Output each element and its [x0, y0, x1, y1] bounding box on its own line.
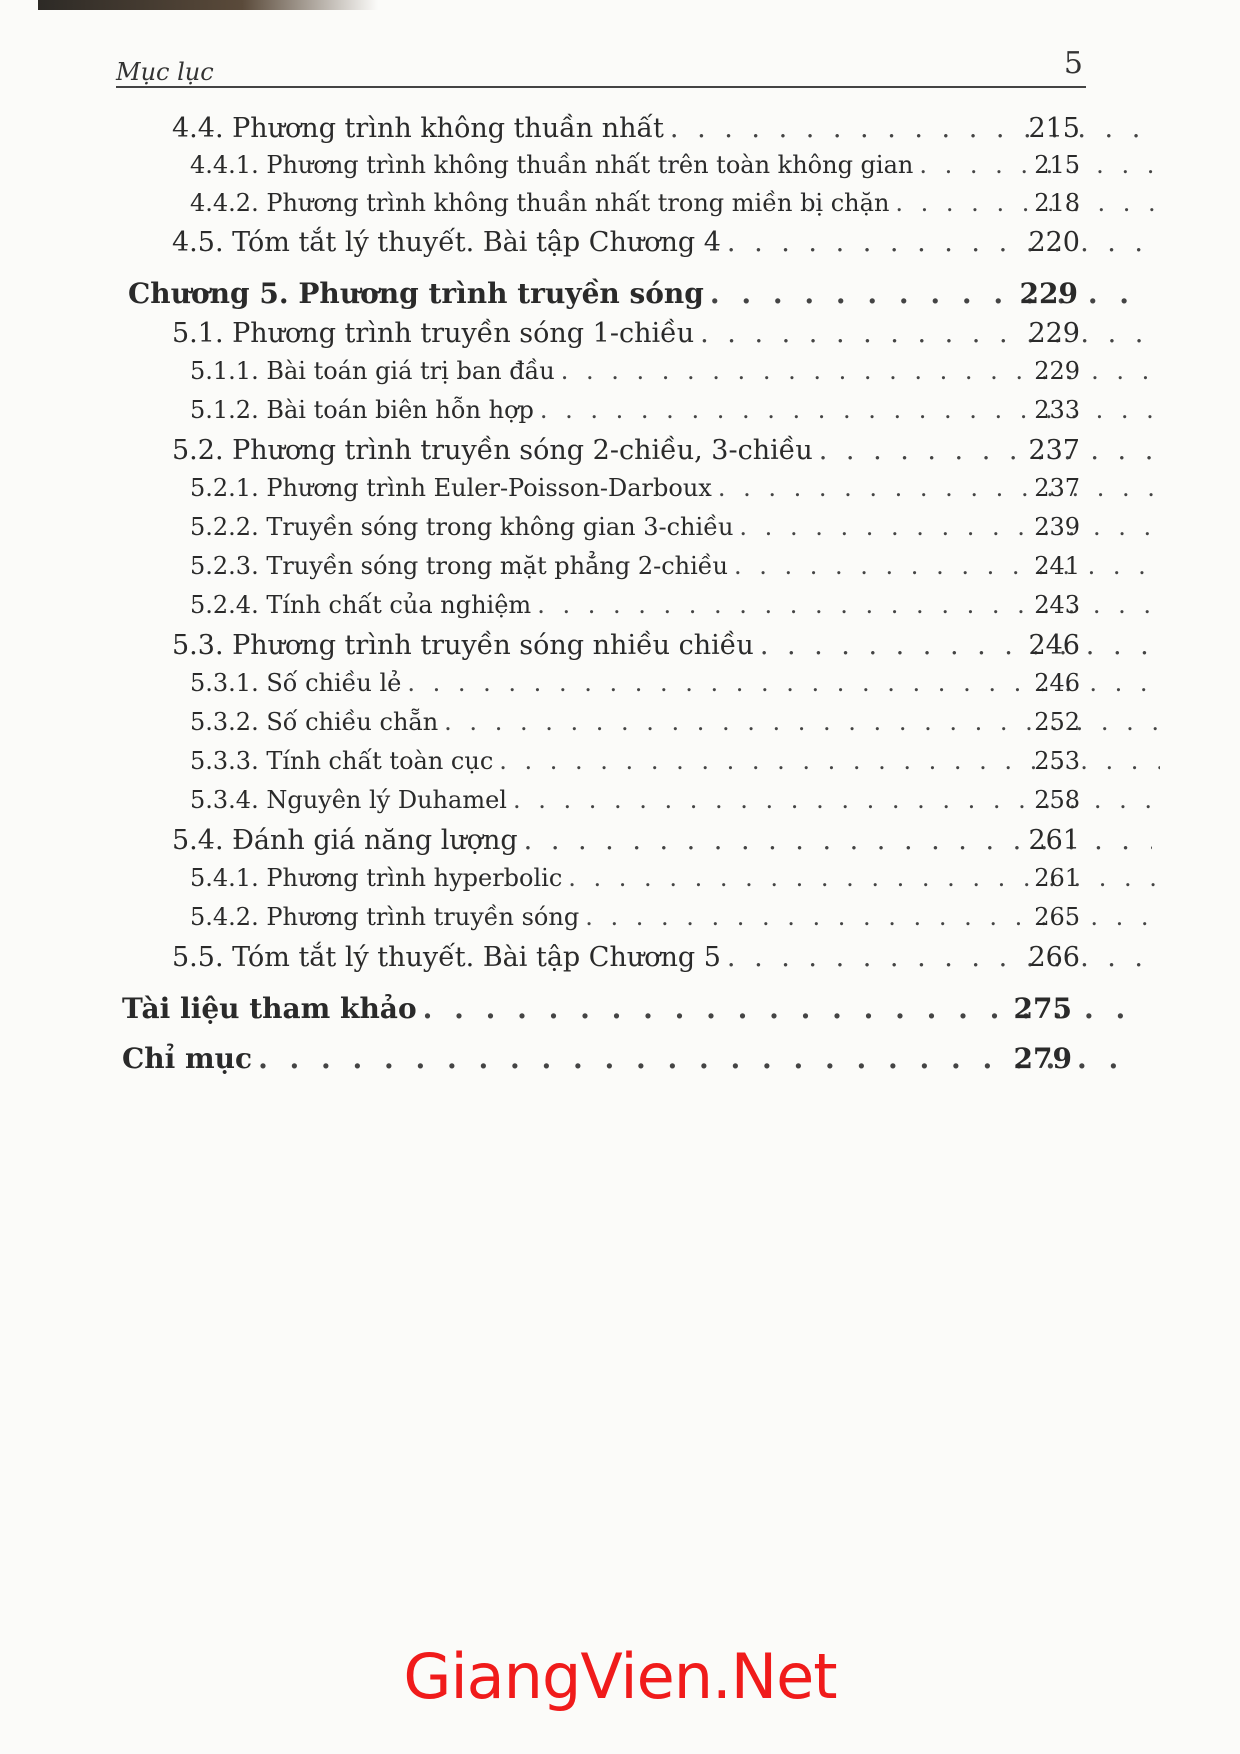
toc-entry-title: 5.5. Tóm tắt lý thuyết. Bài tập Chương 5: [172, 942, 721, 973]
toc-entry-page: 261: [1028, 825, 1080, 856]
dot-leader: [710, 277, 1144, 310]
toc-entry-title: 5.2.4. Tính chất của nghiệm: [190, 591, 532, 619]
toc-entry-title: 4.5. Tóm tắt lý thuyết. Bài tập Chương 4: [172, 227, 721, 258]
toc-entry-page: 220: [1028, 227, 1080, 258]
toc-entry-title: 5.4. Đánh giá năng lượng: [172, 825, 518, 856]
toc-entry-page: 253: [1034, 747, 1080, 775]
toc-entry-title: 5.2.1. Phương trình Euler-Poisson-Darboux: [190, 474, 712, 502]
toc-entry-page: 239: [1034, 513, 1080, 541]
dot-leader: [727, 227, 1152, 258]
toc-entry-page: 279: [1013, 1042, 1072, 1075]
dot-leader: [739, 513, 1160, 541]
toc-entry-page: 233: [1034, 396, 1080, 424]
toc-entry-page: 258: [1034, 786, 1080, 814]
toc-entry-title: 5.2.3. Truyền sóng trong mặt phẳng 2-chiều: [190, 552, 728, 580]
toc-entry: [0, 786, 1240, 826]
toc-entry: [0, 825, 1240, 865]
dot-leader: [727, 942, 1152, 973]
toc-entry-title: 5.3.1. Số chiều lẻ: [190, 669, 402, 697]
toc-entry-title: 5.3.2. Số chiều chẵn: [190, 708, 439, 736]
toc-entry: [0, 630, 1240, 670]
dot-leader: [760, 630, 1152, 661]
dot-leader: [718, 474, 1160, 502]
toc-entry: [0, 942, 1240, 982]
watermark-text: GiangVien.Net: [403, 1640, 837, 1713]
dot-leader: [258, 1042, 1138, 1075]
toc-entry-title: 5.1. Phương trình truyền sóng 1-chiều: [172, 318, 695, 349]
toc-entry-page: 246: [1034, 669, 1080, 697]
toc-entry: [0, 474, 1240, 514]
toc-entry-title: 5.3.3. Tính chất toàn cục: [190, 747, 494, 775]
page-number: 5: [1063, 46, 1083, 81]
toc-entry: [0, 227, 1240, 267]
toc-entry-page: 246: [1028, 630, 1080, 661]
toc-entry: [0, 396, 1240, 436]
toc-entry-page: 275: [1013, 992, 1072, 1025]
toc-entry-page: 215: [1028, 113, 1080, 144]
toc-entry-title: 5.3.4. Nguyên lý Duhamel: [190, 786, 507, 814]
toc-entry: [0, 591, 1240, 631]
toc-entry-page: 229: [1028, 318, 1080, 349]
toc-entry-title: Chỉ mục: [122, 1042, 253, 1075]
toc-entry: [0, 151, 1240, 191]
toc-entry-page: 237: [1034, 474, 1080, 502]
toc-entry: [0, 747, 1240, 787]
toc-entry-title: Tài liệu tham khảo: [122, 992, 417, 1025]
toc-entry-title: Chương 5. Phương trình truyền sóng: [128, 277, 704, 310]
toc-entry-title: 5.2.2. Truyền sóng trong không gian 3-chiều: [190, 513, 734, 541]
toc-entry-title: 5.2. Phương trình truyền sóng 2-chiều, 3-chiều: [172, 435, 813, 466]
toc-entry-title: 5.1.1. Bài toán giá trị ban đầu: [190, 357, 555, 385]
toc-entry-page: 265: [1034, 903, 1080, 931]
dot-leader: [734, 552, 1160, 580]
toc-entry-chapter: [0, 1042, 1234, 1082]
toc-entry: [0, 903, 1240, 943]
toc-entry: [0, 552, 1240, 592]
dot-leader: [700, 318, 1152, 349]
toc-entry: [0, 113, 1240, 153]
toc-entry: [0, 513, 1240, 553]
toc-entry: [0, 318, 1240, 358]
toc-entry: [0, 357, 1240, 397]
toc-entry: [0, 864, 1240, 904]
toc-entry-page: 229: [1034, 357, 1080, 385]
toc-entry-page: 261: [1034, 864, 1080, 892]
dot-leader: [819, 435, 1152, 466]
toc-entry-page: 215: [1034, 151, 1080, 179]
running-title: Mục lục: [116, 58, 214, 86]
toc-entry-title: 4.4. Phương trình không thuần nhất: [172, 113, 664, 144]
toc-entry-title: 4.4.2. Phương trình không thuần nhất trong miền bị chặn: [190, 189, 890, 217]
toc-entry-page: 229: [1019, 277, 1078, 310]
toc-entry: [0, 189, 1240, 229]
toc-entry-page: 241: [1034, 552, 1080, 580]
toc-entry-page: 237: [1028, 435, 1080, 466]
toc-entry-title: 4.4.1. Phương trình không thuần nhất trên toàn không gian: [190, 151, 914, 179]
toc-entry-page: 266: [1028, 942, 1080, 973]
toc-entry: [0, 669, 1240, 709]
toc-entry-chapter: [0, 992, 1234, 1032]
toc-entry-chapter: [0, 277, 1240, 317]
toc-entry-page: 243: [1034, 591, 1080, 619]
toc-entry-title: 5.4.2. Phương trình truyền sóng: [190, 903, 580, 931]
toc-entry: [0, 708, 1240, 748]
toc-entry-page: 252: [1034, 708, 1080, 736]
toc-entry: [0, 435, 1240, 475]
toc-entry-title: 5.1.2. Bài toán biên hỗn hợp: [190, 396, 534, 424]
dot-leader: [895, 189, 1160, 217]
toc-entry-title: 5.4.1. Phương trình hyperbolic: [190, 864, 563, 892]
toc-entry-title: 5.3. Phương trình truyền sóng nhiều chiều: [172, 630, 754, 661]
toc-entry-page: 218: [1034, 189, 1080, 217]
